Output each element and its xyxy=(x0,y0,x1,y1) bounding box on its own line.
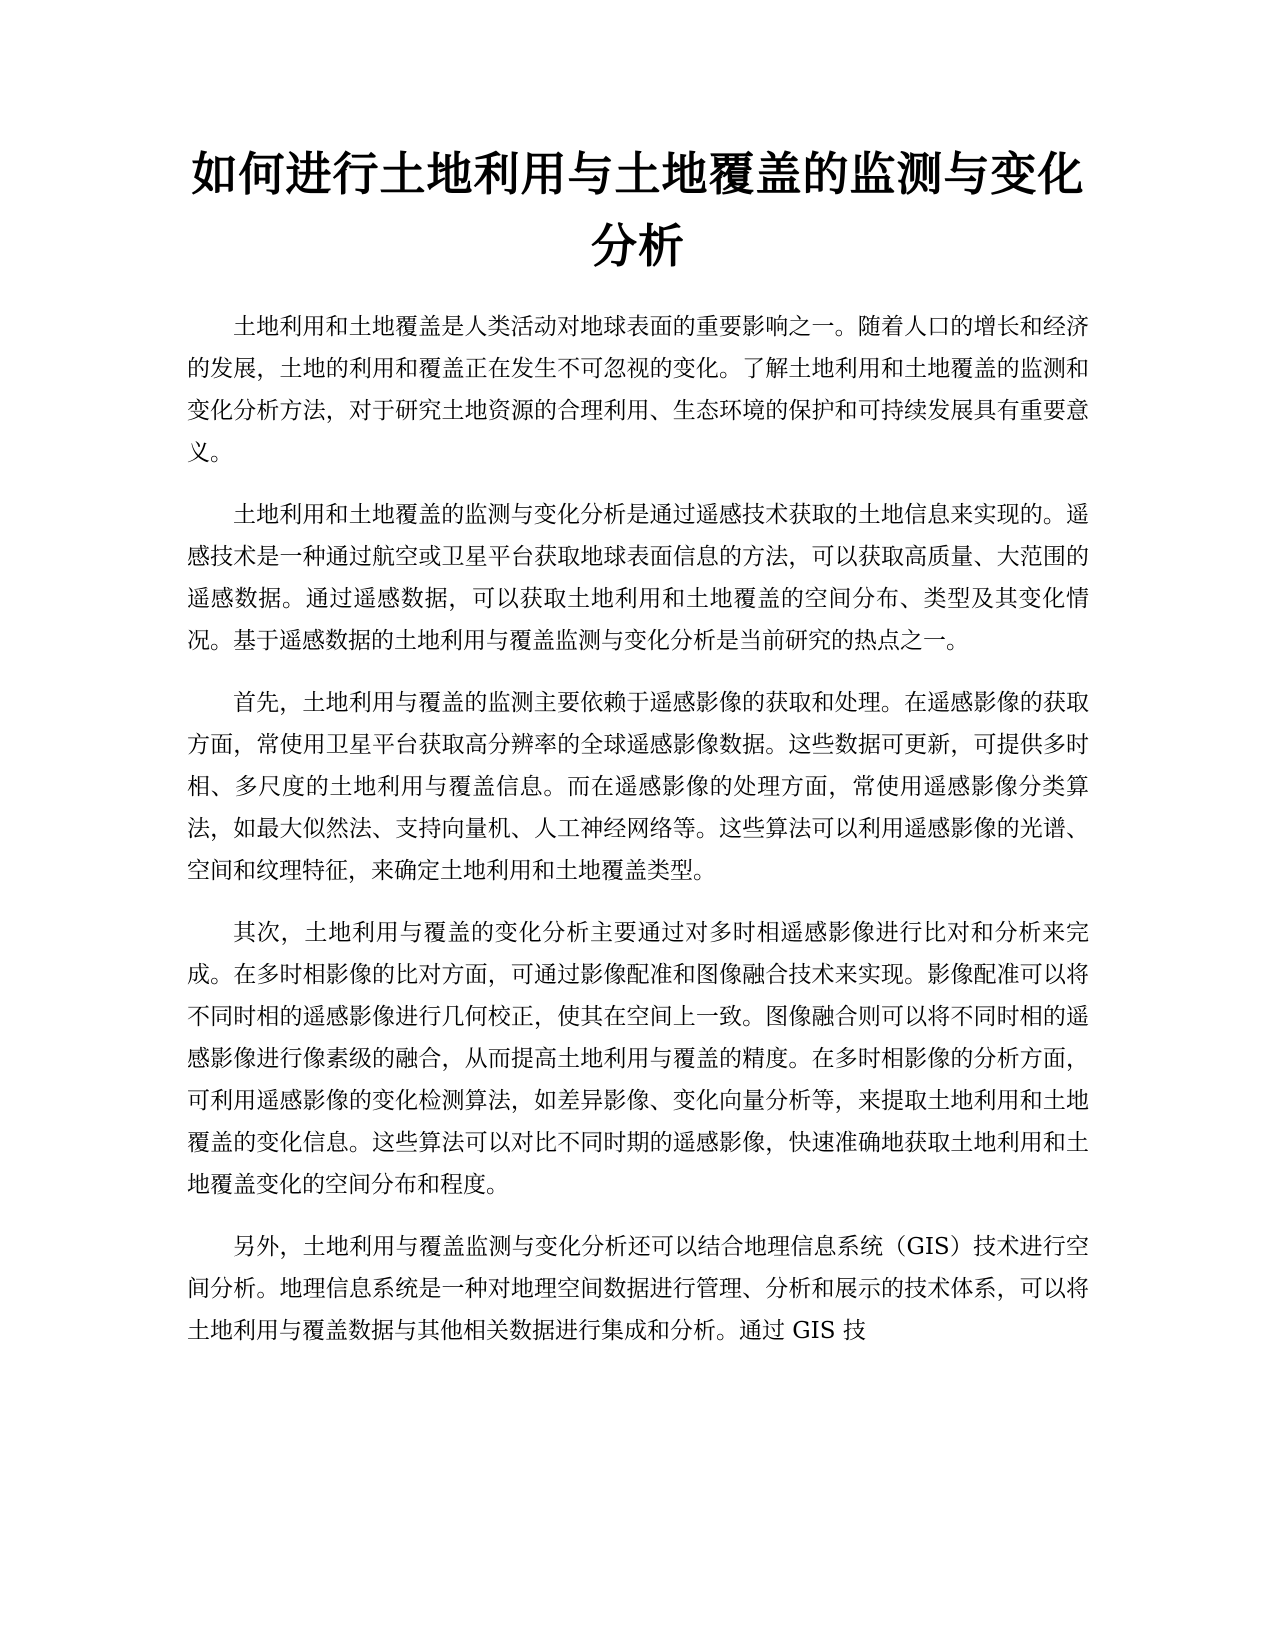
document-title xyxy=(187,138,1089,282)
paragraph-1: 土地利用和土地覆盖是人类活动对地球表面的重要影响之一。随着人口的增长和经济的发展，土地的利用和覆盖正在发生不可忽视的变化。了解土地利用和土地覆盖的监测和变化分析方法，对于研究土地资源的合理利用、生态环境的保护和可持续发展具有重要意义。 xyxy=(187,314,1089,466)
paragraph-4: 其次，土地利用与覆盖的变化分析主要通过对多时相遥感影像进行比对和分析来完成。在多时相影像的比对方面，可通过影像配准和图像融合技术来实现。影像配准可以将不同时相的遥感影像进行几何校正，使其在空间上一致。图像融合则可以将不同时相的遥感影像进行像素级的融合，从而提高土地利用与覆盖的精度。在多时相影像的分析方面，可利用遥感影像的变化检测算法，如差异影像、变化向量分析等，来提取土地利用和土地覆盖的变化信息。这些算法可以对比不同时期的遥感影像，快速准确地获取土地利用和土地覆盖变化的空间分布和程度。 xyxy=(187,920,1089,1198)
document-body xyxy=(187,138,1089,1372)
title-line-1: 如何进行土地利用与土地覆盖的监测与变化 xyxy=(191,147,1085,201)
paragraph-3: 首先，土地利用与覆盖的监测主要依赖于遥感影像的获取和处理。在遥感影像的获取方面，常使用卫星平台获取高分辨率的全球遥感影像数据。这些数据可更新，可提供多时相、多尺度的土地利用与覆盖信息。而在遥感影像的处理方面，常使用遥感影像分类算法，如最大似然法、支持向量机、人工神经网络等。这些算法可以利用遥感影像的光谱、空间和纹理特征，来确定土地利用和土地覆盖类型。 xyxy=(187,690,1089,884)
paragraph-5: 另外，土地利用与覆盖监测与变化分析还可以结合地理信息系统（GIS）技术进行空间分析。地理信息系统是一种对地理空间数据进行管理、分析和展示的技术体系，可以将土地利用与覆盖数据与其他相关数据进行集成和分析。通过 GIS 技 xyxy=(187,1234,1089,1344)
paragraph-2: 土地利用和土地覆盖的监测与变化分析是通过遥感技术获取的土地信息来实现的。遥感技术是一种通过航空或卫星平台获取地球表面信息的方法，可以获取高质量、大范围的遥感数据。通过遥感数据，可以获取土地利用和土地覆盖的空间分布、类型及其变化情况。基于遥感数据的土地利用与覆盖监测与变化分析是当前研究的热点之一。 xyxy=(187,502,1089,654)
title-line-2: 分析 xyxy=(591,219,685,273)
